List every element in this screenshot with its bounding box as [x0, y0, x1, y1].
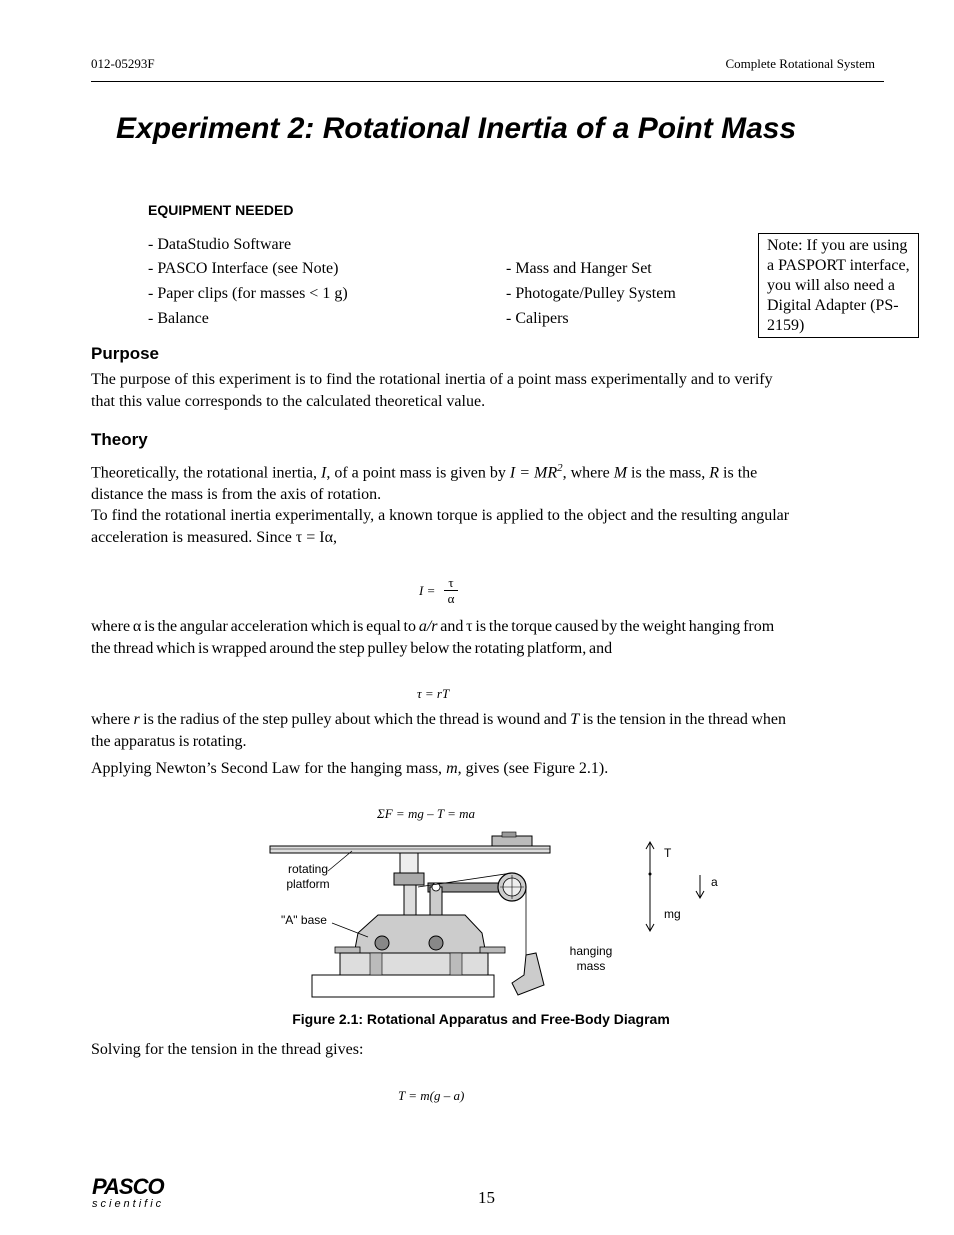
logo-subtitle: scientific [92, 1198, 165, 1210]
equipment-item: - DataStudio Software [148, 236, 292, 253]
equipment-item: - PASCO Interface (see Note) [148, 260, 339, 277]
header-divider [91, 81, 884, 82]
page-number: 15 [478, 1188, 495, 1207]
equation-tension: T = m(g – a) [398, 1088, 465, 1103]
label-hanging-mass: hanging mass [569, 944, 613, 973]
label-a-base: "A" base [281, 913, 327, 927]
fraction-denominator: α [447, 591, 455, 606]
pasco-logo [92, 1176, 164, 1210]
equation-inertia-fraction [444, 576, 458, 606]
label-rotating-platform: rotating platform [286, 862, 330, 891]
theory-heading: Theory [91, 430, 148, 449]
label-acceleration: a [711, 875, 718, 889]
document-title: Complete Rotational System [725, 56, 875, 71]
theory-paragraph-4: where r is the radius of the step pulley about which the thread is wound and T is the tension in the thread when the apparatus is rotating. [91, 711, 786, 750]
equation-newton: ΣF = mg – T = ma [377, 806, 475, 821]
label-weight: mg [664, 907, 681, 921]
document-id: 012-05293F [91, 56, 155, 71]
equipment-heading: EQUIPMENT NEEDED [148, 202, 294, 218]
fraction-numerator: τ [448, 575, 454, 590]
label-tension: T [664, 846, 672, 860]
equation-torque: τ = rT [417, 686, 450, 701]
equipment-note: Note: If you are using a PASPORT interface, you will also need a Digital Adapter (PS-2159) [758, 233, 919, 338]
logo-wordmark: PASCO [92, 1174, 164, 1199]
equation-inertia-lhs: I = [419, 583, 436, 598]
equipment-item: - Mass and Hanger Set [506, 260, 652, 277]
theory-paragraph-5: Applying Newton’s Second Law for the hanging mass, m, gives (see Figure 2.1). [91, 760, 609, 777]
equipment-item: - Paper clips (for masses < 1 g) [148, 285, 348, 302]
figure-caption: Figure 2.1: Rotational Apparatus and Free-Body Diagram [292, 1011, 670, 1027]
purpose-text: The purpose of this experiment is to find the rotational inertia of a point mass experimentally and to verify that this value corresponds to the calculated theoretical value. [91, 371, 773, 410]
page-title: Experiment 2: Rotational Inertia of a Point Mass [116, 112, 797, 145]
theory-paragraph-2: To find the rotational inertia experimentally, a known torque is applied to the object and the resulting angular acceleration is measured. Since τ = Iα, [91, 507, 790, 546]
theory-paragraph-1: Theoretically, the rotational inertia, I, of a point mass is given by $I = MR^2$, where M is the mass, R is the distance the mass is from the axis of rotation. [91, 462, 758, 504]
equipment-item: - Photogate/Pulley System [506, 285, 676, 302]
equipment-item: - Calipers [506, 310, 569, 327]
theory-paragraph-3: where α is the angular acceleration which is equal to a/r and τ is the torque caused by the weight hanging from the thread which is wrapped around the step pulley below the rotating platform, and [91, 618, 775, 657]
purpose-heading: Purpose [91, 344, 160, 363]
equipment-item: - Balance [148, 310, 209, 327]
solving-text: Solving for the tension in the thread gives: [91, 1041, 364, 1058]
